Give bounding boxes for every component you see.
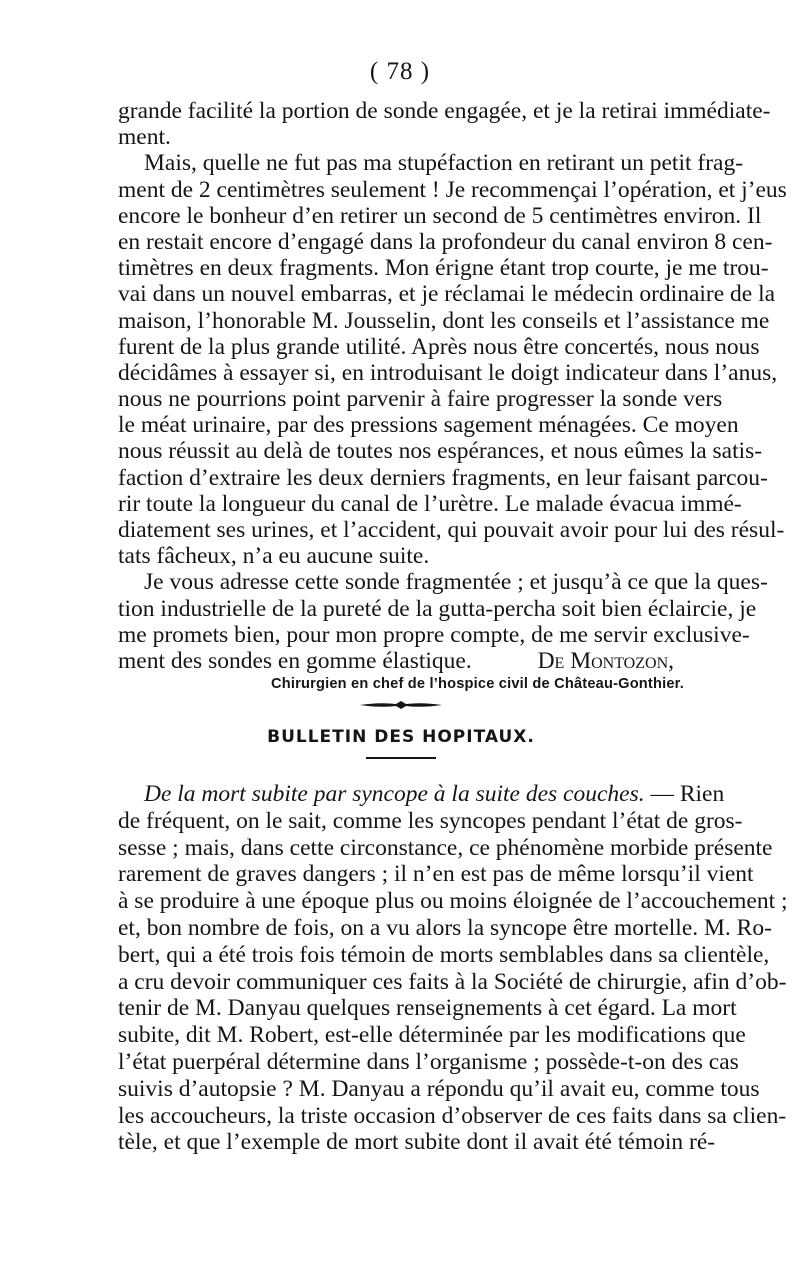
article-first-line-rest: — Rien [644, 781, 725, 807]
article-line: tenir de M. Danyau quelques renseignements à cet égard. La mort [118, 995, 737, 1022]
article-lines [118, 807, 788, 1156]
text-line: décidâmes à essayer si, en introduisant le doigt indicateur dans l’anus, [118, 359, 778, 386]
article-line: suivis d’autopsie ? M. Danyau a répondu qu’il avait eu, comme tous [118, 1075, 760, 1102]
text-line: Je vous adresse cette sonde fragmentée ; et jusqu’à ce que la ques- [144, 569, 768, 596]
text-line: ment. [118, 124, 171, 151]
heading-rule [366, 757, 436, 760]
article-line: bert, qui a été trois fois témoin de morts semblables dans sa clientèle, [118, 941, 770, 968]
text-line: Mais, quelle ne fut pas ma stupéfaction en retirant un petit frag- [144, 150, 744, 177]
article-line: les accoucheurs, la triste occasion d’observer de ces faits dans sa clien- [118, 1102, 787, 1129]
article-line: subite, dit M. Robert, est-elle déterminée par les modifications que [118, 1022, 746, 1049]
text-line: diatement ses urines, et l’accident, qui pouvait avoir pour lui des résul- [118, 517, 785, 543]
text-line: furent de la plus grande utilité. Après nous être concertés, nous nous [118, 333, 760, 360]
text-line: le méat urinaire, par des pressions sagement ménagées. Ce moyen [118, 412, 739, 439]
article-line: a cru devoir communiquer ces faits à la Société de chirurgie, afin d’ob- [118, 968, 787, 995]
text-line: nous ne pourrions point parvenir à faire progresser la sonde vers [118, 386, 723, 413]
text-line: en restait encore d’engagé dans la profondeur du canal environ 8 cen- [118, 228, 773, 255]
closing-text: ment des sondes en gomme élastique. [118, 647, 472, 674]
text-line: ment de 2 centimètres seulement ! Je recommençai l’opération, et j’eus [118, 176, 787, 203]
article-line: et, bon nombre de fois, on a vu alors la syncope être mortelle. M. Ro- [118, 914, 772, 941]
article-first-line [118, 781, 725, 808]
signature-affiliation: Chirurgien en chef de l’hospice civil de Château-Gonthier. [270, 676, 684, 693]
ornament-divider-icon [358, 700, 444, 710]
text-line: me promets bien, pour mon propre compte, de me servir exclusive- [118, 621, 750, 648]
text-line: encore le bonheur d’en retirer un second de 5 centimètres environ. Il [118, 202, 762, 229]
article-line: sesse ; mais, dans cette circonstance, ce phénomène morbide présente [118, 834, 773, 861]
signature-line [118, 648, 684, 674]
article-line: de fréquent, on le sait, comme les syncopes pendant l’état de gros- [118, 807, 743, 834]
text-line: nous réussit au delà de toutes nos espérances, et nous eûmes la satis- [118, 438, 763, 465]
article-title: De la mort subite par syncope à la suite des couches. [144, 781, 645, 807]
article-line: rarement de graves dangers ; il n’en est pas de même lorsqu’il vient [118, 861, 754, 888]
text-line: rir toute la longueur du canal de l’urètre. Le malade évacua immé- [118, 490, 742, 517]
text-line: grande facilité la portion de sonde engagée, et je la retirai immédiate- [118, 98, 771, 124]
page-number: ( 78 ) [369, 58, 431, 85]
text-line: maison, l’honorable M. Jousselin, dont les conseils et l’assistance me [118, 307, 770, 334]
section-heading: BULLETIN DES HOPITAUX. [267, 727, 535, 747]
paragraph-container [118, 98, 787, 648]
article-line: tèle, et que l’exemple de mort subite dont il avait été témoin ré- [118, 1129, 716, 1156]
article-line: l’état puerpéral détermine dans l’organisme ; possède-t-on des cas [118, 1048, 739, 1075]
section-header [118, 700, 684, 760]
article [118, 781, 788, 1156]
signature-name: De Montozon, [537, 647, 674, 674]
text-line: vai dans un nouvel embarras, et je réclamai le médecin ordinaire de la [118, 281, 776, 308]
text-line: faction d’extraire les deux derniers fragments, en leur faisant parcou- [118, 464, 768, 491]
text-line: tats fâcheux, n’a eu aucune suite. [118, 543, 430, 570]
text-line: timètres en deux fragments. Mon érigne étant trop courte, je me trou- [118, 255, 769, 282]
text-line: tion industrielle de la pureté de la gutta-percha soit bien éclaircie, je [118, 595, 757, 622]
letter-body [118, 98, 787, 696]
article-line: à se produire à une époque plus ou moins éloignée de l’accouchement ; [118, 888, 788, 915]
